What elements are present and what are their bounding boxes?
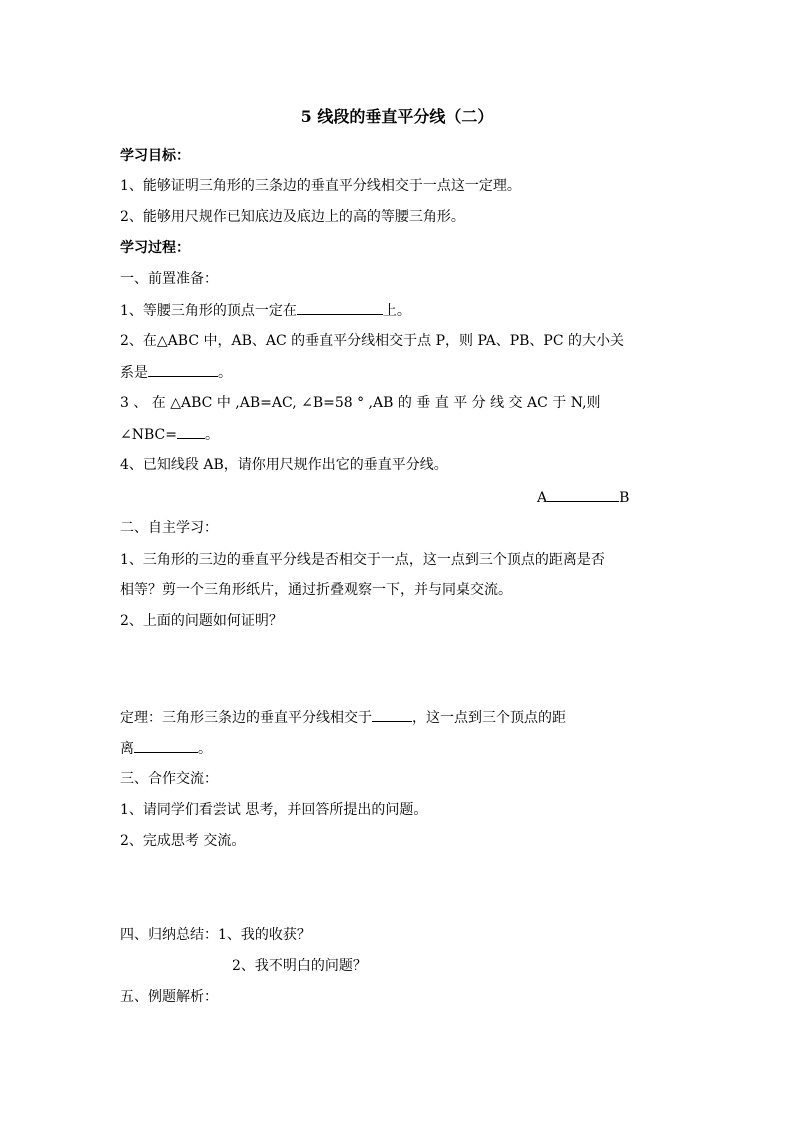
answer-blank[interactable] — [148, 362, 218, 377]
segment-point-b: B — [619, 490, 630, 506]
theorem-text-2: 离 — [120, 741, 134, 757]
prep-question-2-line1: 2、在△ABC 中，AB、AC 的垂直平分线相交于点 P，则 PA、PB、PC 的大小关 — [120, 333, 625, 349]
coop-q1: 1、请同学们看尝试 思考，并回答所提出的问题。 — [120, 802, 428, 818]
segment-line — [547, 487, 619, 502]
prep-q3-text: ∠NBC= — [120, 427, 177, 443]
answer-blank[interactable] — [177, 424, 205, 439]
prep-q3-suffix: 。 — [204, 427, 219, 443]
segment-point-a: A — [537, 490, 548, 506]
summary-line1: 四、归纳总结：1、我的收获？ — [120, 927, 311, 943]
self-study-q1-line2: 相等？剪一个三角形纸片，通过折叠观察一下，并与同桌交流。 — [120, 582, 512, 598]
page-title: 5 线段的垂直平分线（二） — [300, 107, 494, 126]
prep-question-3-line2 — [120, 424, 219, 445]
theorem-suffix: 。 — [198, 741, 212, 757]
prep-question-3-line1: 3 、 在 △ABC 中 ,AB=AC, ∠B=58 ° ,AB 的 垂 直 平 分 线 交 AC 于 N,则 — [120, 395, 601, 411]
goals-heading: 学习目标： — [120, 148, 190, 164]
prep-question-1 — [120, 300, 411, 321]
theorem-line2 — [120, 738, 212, 759]
summary-line2: 2、我不明白的问题？ — [232, 958, 367, 974]
answer-blank[interactable] — [134, 738, 198, 753]
coop-heading: 三、合作交流： — [120, 771, 218, 787]
answer-blank[interactable] — [297, 300, 383, 315]
goal-item-1: 1、能够证明三角形的三条边的垂直平分线相交于一点这一定理。 — [120, 178, 521, 194]
prep-q2-suffix: 。 — [218, 365, 232, 381]
process-heading: 学习过程： — [120, 240, 190, 256]
prep-question-4: 4、已知线段 AB，请你用尺规作出它的垂直平分线。 — [120, 457, 448, 473]
prep-q2-text: 系是 — [120, 365, 148, 381]
self-study-q2: 2、上面的问题如何证明？ — [120, 613, 283, 629]
prep-q1-suffix: 上。 — [382, 303, 411, 319]
theorem-text: 定理：三角形三条边的垂直平分线相交于 — [120, 710, 372, 726]
self-study-q1-line1: 1、三角形的三边的垂直平分线是否相交于一点，这一点到三个顶点的距离是否 — [120, 552, 605, 568]
self-study-heading: 二、自主学习： — [120, 520, 218, 536]
segment-ab — [537, 487, 629, 508]
coop-q2: 2、完成思考 交流。 — [120, 833, 246, 849]
examples-heading: 五、例题解析： — [120, 989, 218, 1005]
theorem-text-cont: ，这一点到三个顶点的距 — [412, 710, 566, 726]
prep-question-2-line2 — [120, 362, 232, 383]
prep-q1-text: 1、等腰三角形的顶点一定在 — [120, 303, 297, 319]
goal-item-2: 2、能够用尺规作已知底边及底边上的高的等腰三角形。 — [120, 209, 465, 225]
prep-heading: 一、前置准备： — [120, 271, 218, 287]
answer-blank[interactable] — [372, 707, 412, 722]
theorem-line1 — [120, 707, 566, 728]
